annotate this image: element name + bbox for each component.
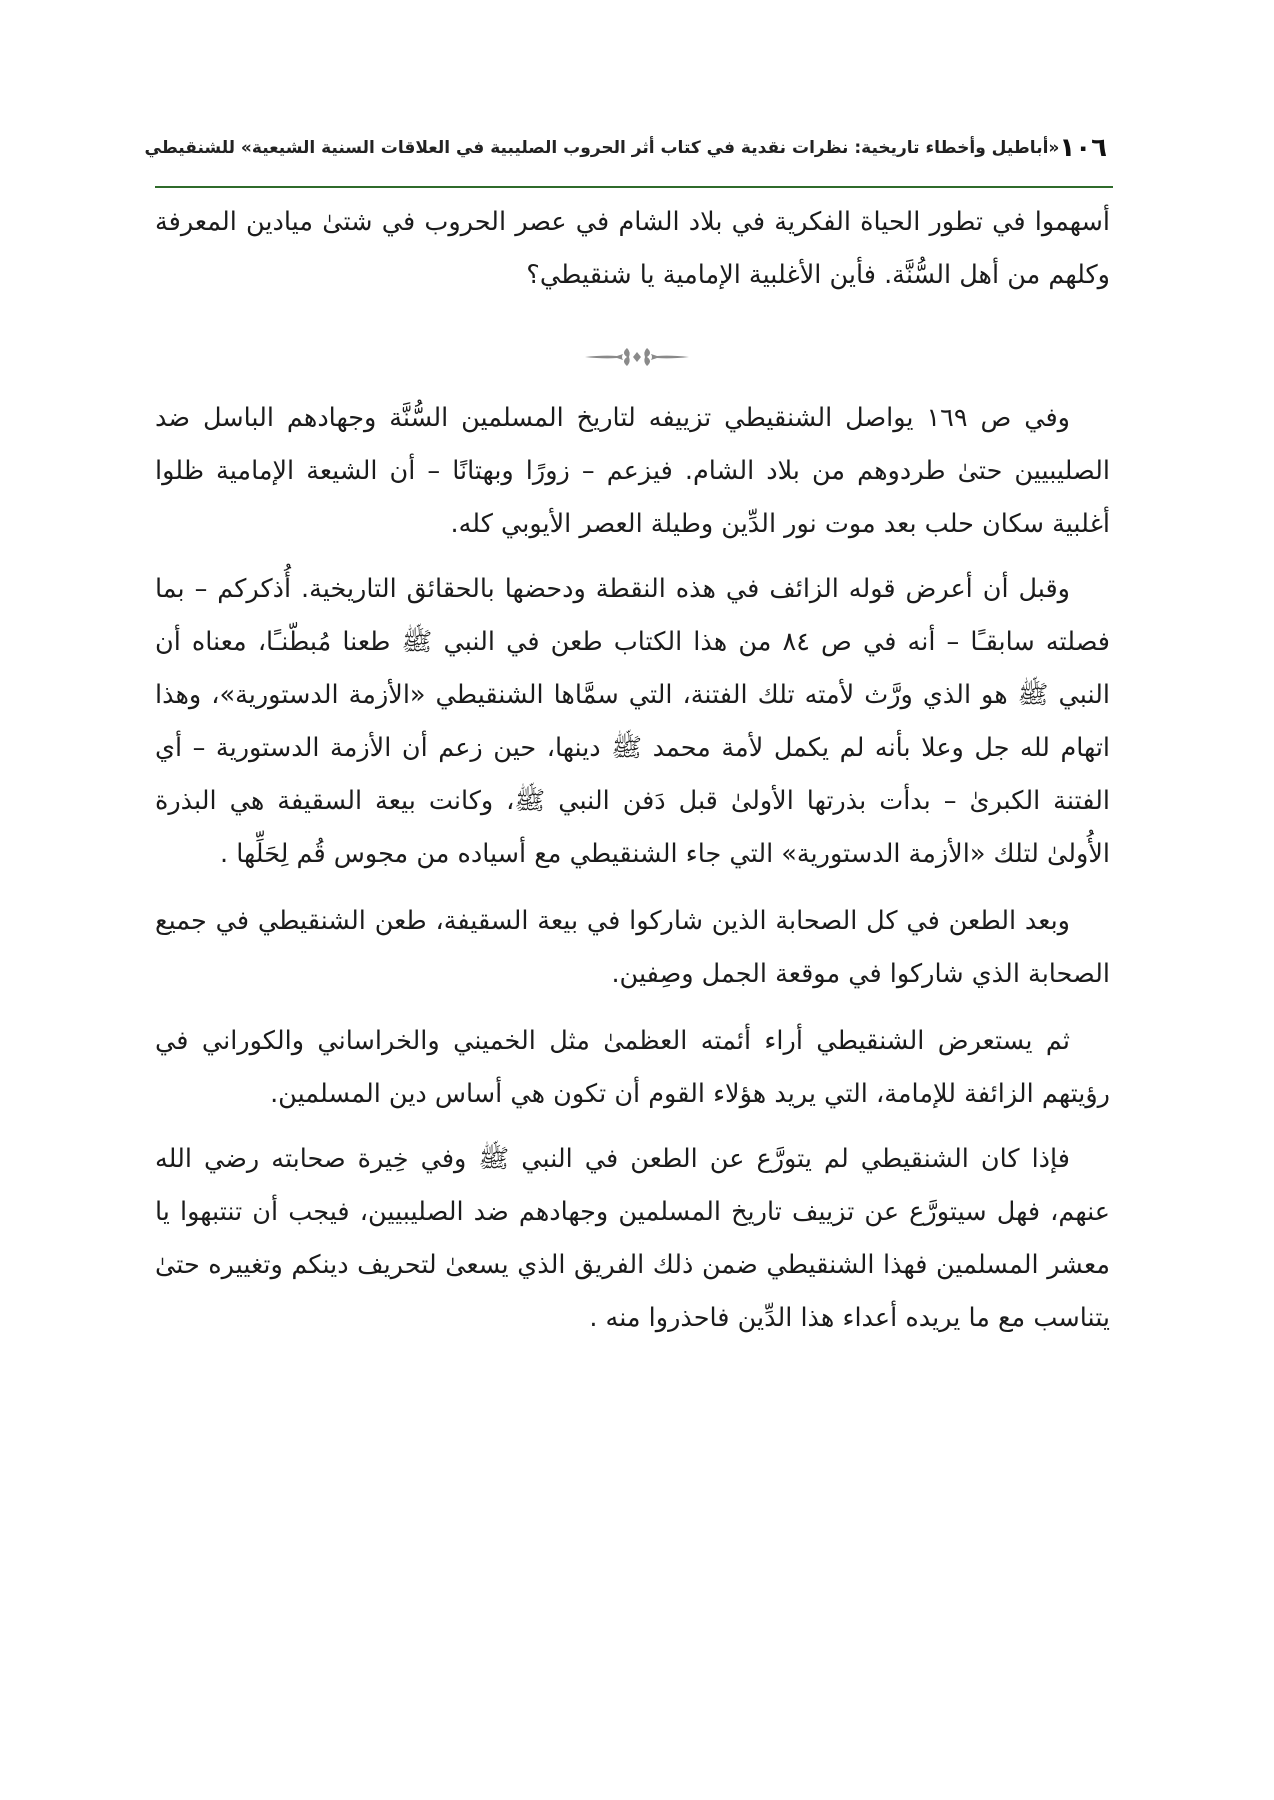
running-header (144, 128, 1113, 168)
page-number: ١٠٦ (1059, 133, 1107, 163)
header-rule (155, 186, 1113, 188)
paragraph-4: ثم يستعرض الشنقيطي أراء أئمته العظمىٰ مثل الخميني والخراساني والكوراني في رؤيتهم الزائفة للإمامة، التي يريد هؤلاء القوم أن تكون هي أساس دين المسلمين. (155, 1026, 1110, 1109)
paragraph-5: فإذا كان الشنقيطي لم يتورَّع عن الطعن في النبي ﷺ وفي خِيرة صحابته رضي الله عنهم، فهل سيتورَّع عن تزييف تاريخ المسلمين وجهادهم ضد الصليبيين، فيجب أن تنتبهوا يا معشر المسلمين فهذا الشنقيطي ضمن ذلك الفريق الذي يسعىٰ لتحريف دينكم وتغييره حتىٰ يتناسب مع ما يريده أعداء هذا الدِّين فاحذروا منه . (155, 1144, 1110, 1333)
ornament-svg (583, 345, 691, 369)
paragraph-1: وفي ص ١٦٩ يواصل الشنقيطي تزييفه لتاريخ المسلمين السُّنَّة وجهادهم الباسل ضد الصليبيين حتىٰ طردوهم من بلاد الشام. فيزعم – زورًا وبهتانًا – أن الشيعة الإمامية ظلوا أغلبية سكان حلب بعد موت نور الدِّين وطيلة العصر الأيوبي كله. (155, 403, 1110, 539)
paragraph-2: وقبل أن أعرض قوله الزائف في هذه النقطة ودحضها بالحقائق التاريخية. أُذكركم – بما فصلته سابقـًا – أنه في ص ٨٤ من هذا الكتاب طعن في النبي ﷺ طعنا مُبطّنـًا، معناه أن النبي ﷺ هو الذي ورَّث لأمته تلك الفتنة، التي سمَّاها الشنقيطي «الأزمة الدستورية»، وهذا اتهام لله جل وعلا بأنه لم يكمل لأمة محمد ﷺ دينها، حين زعم أن الأزمة الدستورية – أي الفتنة الكبرىٰ – بدأت بذرتها الأولىٰ قبل دَفن النبي ﷺ، وكانت بيعة السقيفة هي البذرة الأُولىٰ لتلك «الأزمة الدستورية» التي جاء الشنقيطي مع أسياده من مجوس قُم لِحَلِّها . (155, 574, 1110, 869)
main-text-block (155, 392, 1110, 1345)
continuation-text-block (155, 196, 1110, 302)
running-title: «أباطيل وأخطاء تاريخية: نظرات نقدية في كتاب أثر الحروب الصليبية في العلاقات السنية الشيعية» للشنقيطي (144, 138, 1060, 158)
section-divider-ornament-icon (583, 345, 691, 369)
paragraph-continuation: أسهموا في تطور الحياة الفكرية في بلاد الشام في عصر الحروب في شتىٰ ميادين المعرفة وكلهم من أهل السُّنَّة. فأين الأغلبية الإمامية يا شنقيطي؟ (155, 207, 1110, 290)
paragraph-3: وبعد الطعن في كل الصحابة الذين شاركوا في بيعة السقيفة، طعن الشنقيطي في جميع الصحابة الذي شاركوا في موقعة الجمل وصِفين. (155, 906, 1110, 989)
